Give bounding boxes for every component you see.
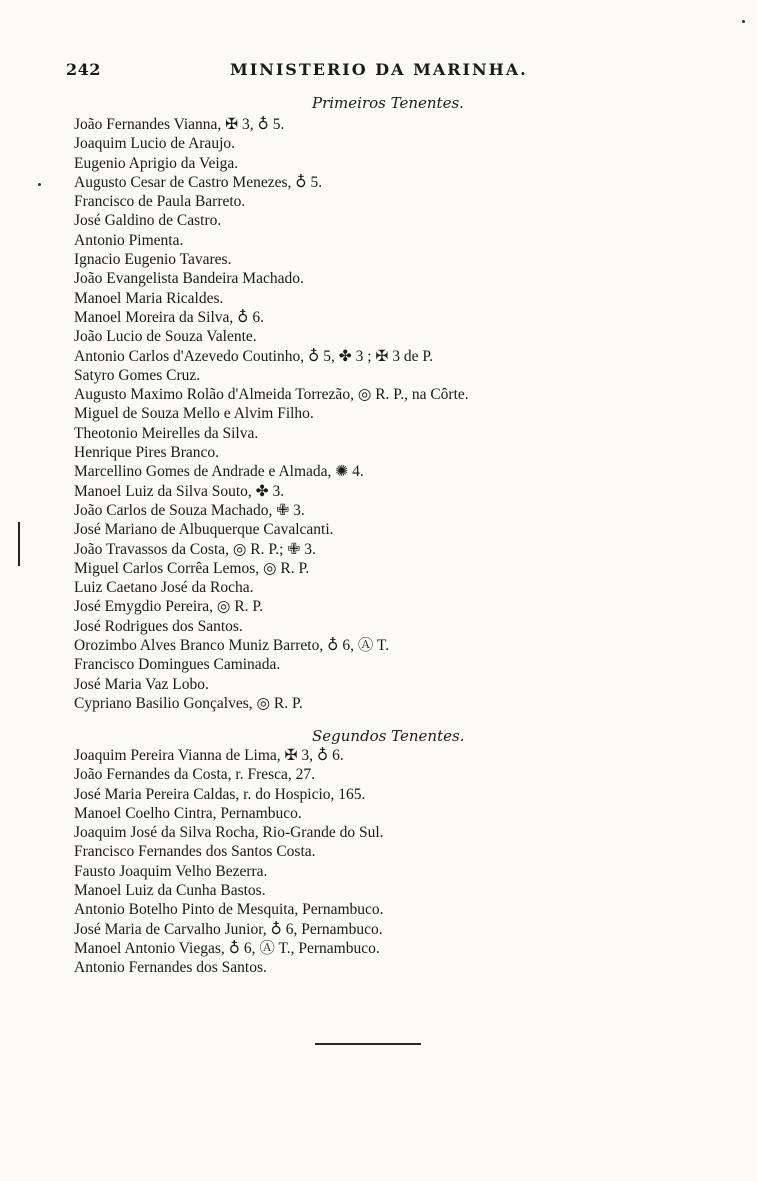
- list-item: Satyro Gomes Cruz.: [74, 366, 201, 384]
- list-item: João Evangelista Bandeira Machado.: [74, 270, 304, 288]
- list-item: Joaquim Pereira Vianna de Lima, ✠ 3, ♁ 6.: [74, 747, 344, 764]
- list-item: Antonio Fernandes dos Santos.: [74, 959, 267, 977]
- page-header: [66, 60, 546, 84]
- list-item: José Rodrigues dos Santos.: [74, 617, 243, 635]
- list-item: Theotonio Meirelles da Silva.: [74, 424, 259, 442]
- page-number: 242: [66, 60, 101, 79]
- entry-list-primeiros-tenentes: [74, 115, 674, 713]
- list-item: Manoel Coelho Cintra, Pernambuco.: [74, 804, 302, 822]
- list-item: Manoel Luiz da Cunha Bastos.: [74, 882, 266, 900]
- list-item: Cypriano Basilio Gonçalves, ◎ R. P.: [74, 694, 303, 712]
- list-item: Miguel de Souza Mello e Alvim Filho.: [74, 405, 314, 423]
- list-item: Augusto Maximo Rolão d'Almeida Torrezão, ◎ R. P., na Côrte.: [74, 386, 469, 404]
- list-item: Miguel Carlos Corrêa Lemos, ◎ R. P.: [74, 559, 310, 577]
- list-item: Luiz Caetano José da Rocha.: [74, 579, 254, 597]
- list-item: Francisco Domingues Caminada.: [74, 656, 281, 674]
- list-item: Fausto Joaquim Velho Bezerra.: [74, 862, 268, 880]
- list-item: Francisco Fernandes dos Santos Costa.: [74, 843, 316, 861]
- list-item: José Emygdio Pereira, ◎ R. P.: [74, 598, 264, 616]
- list-item: Ignacio Eugenio Tavares.: [74, 251, 232, 269]
- entry-list-segundos-tenentes: [74, 746, 674, 978]
- list-item: Augusto Cesar de Castro Menezes, ♁ 5.: [74, 173, 323, 191]
- paper-speck: [38, 183, 41, 186]
- list-item: José Maria Vaz Lobo.: [74, 675, 209, 693]
- list-item: Antonio Pimenta.: [74, 231, 184, 249]
- list-item: Antonio Botelho Pinto de Mesquita, Pernambuco.: [74, 901, 384, 919]
- list-item: José Galdino de Castro.: [74, 212, 222, 230]
- section-title-primeiros-tenentes: Primeiros Tenentes.: [312, 94, 464, 112]
- list-item: Joaquim Lucio de Araujo.: [74, 135, 235, 153]
- list-item: José Maria de Carvalho Junior, ♁ 6, Pernambuco.: [74, 920, 383, 938]
- list-item: Manoel Antonio Viegas, ♁ 6, Ⓐ T., Pernambuco.: [74, 939, 380, 957]
- list-item: José Mariano de Albuquerque Cavalcanti.: [74, 521, 334, 539]
- list-item: João Lucio de Souza Valente.: [74, 328, 257, 346]
- list-item: João Travassos da Costa, ◎ R. P.; ✙ 3.: [74, 540, 316, 558]
- list-item: Manoel Maria Ricaldes.: [74, 289, 224, 307]
- list-item: João Fernandes da Costa, r. Fresca, 27.: [74, 766, 316, 784]
- running-title: MINISTERIO DA MARINHA.: [230, 60, 528, 79]
- list-item: Joaquim José da Silva Rocha, Rio-Grande do Sul.: [74, 824, 384, 842]
- list-item: Orozimbo Alves Branco Muniz Barreto, ♁ 6, Ⓐ T.: [74, 637, 390, 655]
- paper-speck: [742, 20, 745, 23]
- list-item: Marcellino Gomes de Andrade e Almada, ✺ 4.: [74, 463, 364, 481]
- list-item: João Carlos de Souza Machado, ✙ 3.: [74, 501, 305, 519]
- list-item: Manoel Luiz da Silva Souto, ✤ 3.: [74, 482, 285, 500]
- list-item: Eugenio Aprigio da Veiga.: [74, 154, 239, 172]
- section-title-segundos-tenentes: Segundos Tenentes.: [312, 727, 465, 745]
- list-item: José Maria Pereira Caldas, r. do Hospicio, 165.: [74, 785, 366, 803]
- list-item: Antonio Carlos d'Azevedo Coutinho, ♁ 5, ✤ 3 ; ✠ 3 de P.: [74, 347, 434, 365]
- closing-rule: [315, 1043, 421, 1045]
- margin-mark: [18, 522, 20, 566]
- list-item: João Fernandes Vianna, ✠ 3, ♁ 5.: [74, 116, 285, 133]
- list-item: Manoel Moreira da Silva, ♁ 6.: [74, 308, 264, 326]
- list-item: Francisco de Paula Barreto.: [74, 193, 246, 211]
- list-item: Henrique Pires Branco.: [74, 444, 220, 462]
